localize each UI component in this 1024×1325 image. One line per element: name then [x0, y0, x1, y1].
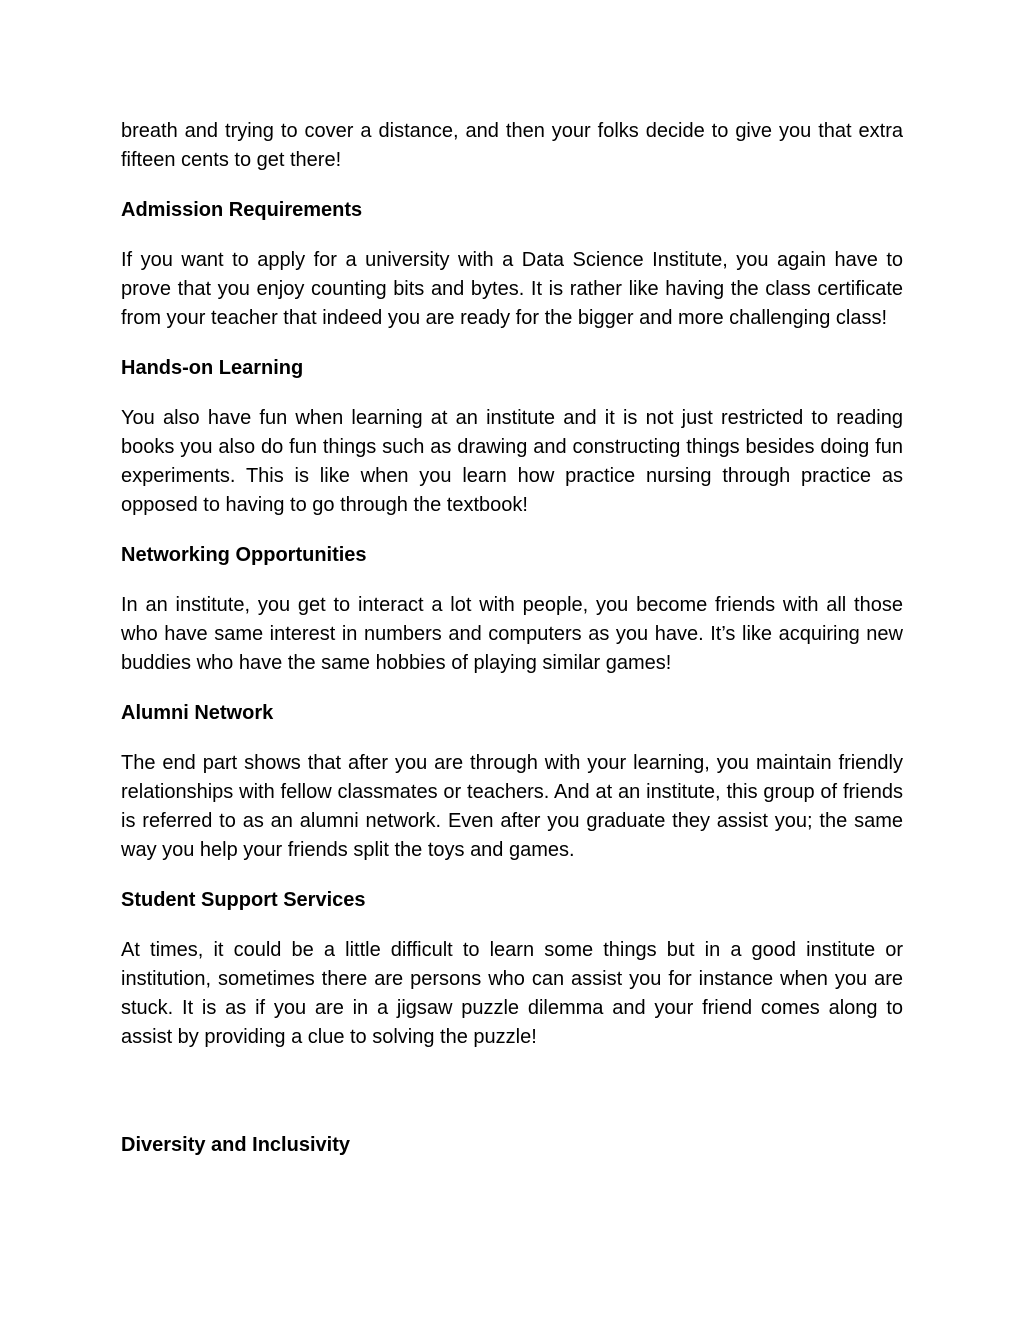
section-body-networking-opportunities: In an institute, you get to interact a lot with people, you become friends with all those who have same interest in numbers and computers as you have. It’s like acquiring new buddies who have the same hobbies of playing similar games!	[121, 594, 903, 674]
document-page	[121, 117, 903, 1181]
section-body-alumni-network: The end part shows that after you are through with your learning, you maintain friendly relationships with fellow classmates or teachers. And at an institute, this group of friends is referred to as an alumni network. Even after you graduate they assist you; the same way you help your friends split the toys and games.	[121, 752, 903, 861]
intro-paragraph: breath and trying to cover a distance, and then your folks decide to give you that extra fifteen cents to get there!	[121, 120, 903, 171]
section-body-hands-on-learning: You also have fun when learning at an institute and it is not just restricted to reading books you also do fun things such as drawing and constructing things besides doing fun experiments. This is like when you learn how practice nursing through practice as opposed to having to go through the textbook!	[121, 407, 903, 516]
section-body-student-support-services: At times, it could be a little difficult to learn some things but in a good institute or institution, sometimes there are persons who can assist you for instance when you are stuck. It is as if you are in a jigsaw puzzle dilemma and your friend comes along to assist by providing a clue to solving the puzzle!	[121, 939, 903, 1048]
section-heading-student-support-services: Student Support Services	[121, 889, 366, 911]
section-heading-hands-on-learning: Hands-on Learning	[121, 357, 304, 379]
blank-space	[121, 1073, 903, 1131]
section-heading-diversity-and-inclusivity: Diversity and Inclusivity	[121, 1134, 350, 1156]
section-heading-alumni-network: Alumni Network	[121, 702, 274, 724]
section-body-admission-requirements: If you want to apply for a university with a Data Science Institute, you again have to prove that you enjoy counting bits and bytes. It is rather like having the class certificate from your teacher that indeed you are ready for the bigger and more challenging class!	[121, 249, 903, 329]
section-heading-networking-opportunities: Networking Opportunities	[121, 544, 367, 566]
section-heading-admission-requirements: Admission Requirements	[121, 199, 363, 221]
